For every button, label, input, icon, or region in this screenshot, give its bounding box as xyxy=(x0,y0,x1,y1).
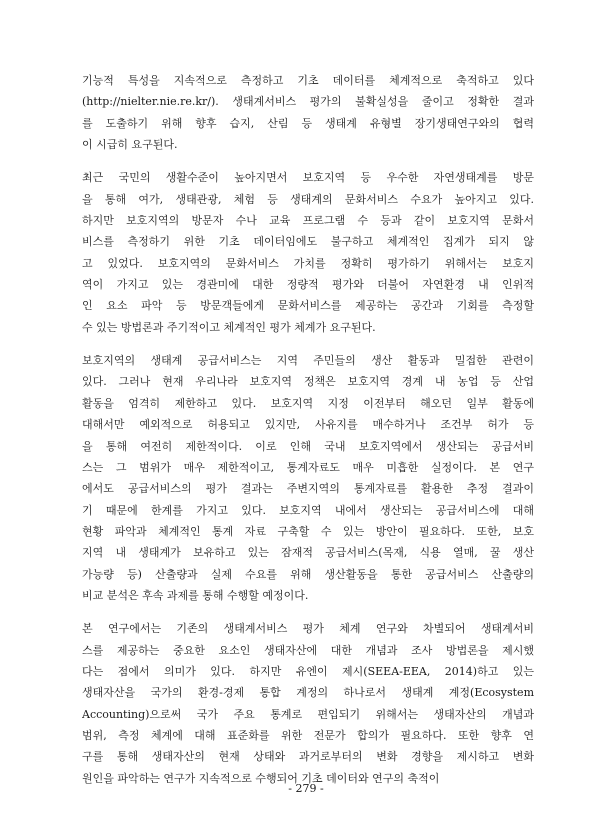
text-line: 최근 국민의 생활수준이 높아지면서 보호지역 등 우수한 자연생태계를 방문 xyxy=(82,171,534,185)
text-line: 기능적 특성을 지속적으로 측정하고 기초 데이터를 체계적으로 축적하고 있다 xyxy=(82,74,534,87)
text-line: 수 있는 방법론과 주기적이고 체계적인 평가 체계가 요구된다. xyxy=(82,320,376,334)
text-line: (http://nielter.nie.re.kr/). 생태계서비스 평가의 불확실성을 줄이고 정확한 결과 xyxy=(82,95,534,109)
paragraph xyxy=(82,618,534,789)
text-line: 대해서만 예외적으로 허용되고 있지만, 사유지를 매수하거나 조건부 허가 등 xyxy=(82,418,534,432)
body-text xyxy=(82,70,534,801)
text-line: 기 때문에 한계를 가지고 있다. 보호지역 내에서 생산되는 공급서비스에 대해 xyxy=(82,503,534,517)
text-line: 을 통해 여가, 생태관광, 체험 등 생태계의 문화서비스 수요가 높아지고 있다. xyxy=(82,192,534,206)
text-line: 를 도출하기 위해 향후 습지, 산림 등 생태계 유형별 장기생태연구와의 협력 xyxy=(82,116,534,130)
text-line: 비스를 측정하기 위한 기초 데이터임에도 불구하고 체계적인 집계가 되지 않 xyxy=(82,235,534,249)
text-line: 비교 분석은 후속 과제를 통해 수행할 예정이다. xyxy=(82,588,309,602)
text-line: 가능량 등) 산출량과 실제 수요를 위해 생산활동을 통한 공급서비스 산출량의 xyxy=(82,567,534,581)
text-line: 스는 그 범위가 매우 제한적이고, 통계자료도 매우 미흡한 실정이다. 본 연구 xyxy=(82,460,534,474)
text-line: 활동을 엄격히 제한하고 있다. 보호지역 지정 이전부터 해오던 일부 활동에 xyxy=(82,396,534,410)
text-line: Accounting)으로써 국가 주요 통계로 편입되기 위해서는 생태자산의 개념과 xyxy=(82,707,534,721)
text-line: 생태자산을 국가의 환경-경제 통합 계정의 하나로서 생태계 계정(Ecosystem xyxy=(82,686,534,700)
paragraph xyxy=(82,70,534,155)
text-line: 있다. 그러나 현재 우리나라 보호지역 정책은 보호지역 경계 내 농업 등 산업 xyxy=(82,375,534,389)
text-line: 본 연구에서는 기존의 생태계서비스 평가 체계 연구와 차별되어 생태계서비 xyxy=(82,622,534,636)
text-line: 다는 점에서 의미가 있다. 하지만 유엔이 제시(SEEA-EEA, 2014)하고 있는 xyxy=(82,664,534,678)
text-line: 을 통해 여전히 제한적이다. 이로 인해 국내 보호지역에서 생산되는 공급서비 xyxy=(82,439,534,453)
text-line: 스를 제공하는 중요한 요소인 생태자산에 대한 개념과 조사 방법론을 제시했 xyxy=(82,643,534,657)
paragraph xyxy=(82,167,534,338)
text-line: 지역 내 생태계가 보유하고 있는 잠재적 공급서비스(목재, 식용 열매, 꿀 생산 xyxy=(82,546,534,560)
text-line: 고 있었다. 보호지역의 문화서비스 가치를 정확히 평가하기 위해서는 보호지 xyxy=(82,256,534,270)
text-line: 보호지역의 생태계 공급서비스는 지역 주민들의 생산 활동과 밀접한 관련이 xyxy=(82,354,534,368)
text-line: 에서도 공급서비스의 평가 결과는 주변지역의 통계자료를 활용한 추정 결과이 xyxy=(82,482,534,496)
paragraph xyxy=(82,350,534,606)
text-line: 역이 가지고 있는 경관미에 대한 정량적 평가와 더불어 자연환경 내 인위적 xyxy=(82,278,534,292)
text-line: 이 시급히 요구된다. xyxy=(82,138,178,152)
page-number: - 279 - xyxy=(288,782,324,795)
text-line: 구를 통해 생태자산의 현재 상태와 과거로부터의 변화 경향을 제시하고 변화 xyxy=(82,750,534,764)
text-line: 원인을 파악하는 연구가 지속적으로 수행되어 기초 데이터와 연구의 축적이 xyxy=(82,771,440,785)
text-line: 범위, 측정 체계에 대해 표준화를 위한 전문가 합의가 필요하다. 또한 향후 연 xyxy=(82,728,534,742)
text-line: 하지만 보호지역의 방문자 수나 교육 프로그램 수 등과 같이 보호지역 문화서 xyxy=(82,214,534,228)
text-line: 인 요소 파악 등 방문객들에게 문화서비스를 제공하는 공간과 기회를 측정할 xyxy=(82,299,534,313)
text-line: 현황 파악과 체계적인 통계 자료 구축할 수 있는 방안이 필요하다. 또한, 보호 xyxy=(82,524,534,538)
